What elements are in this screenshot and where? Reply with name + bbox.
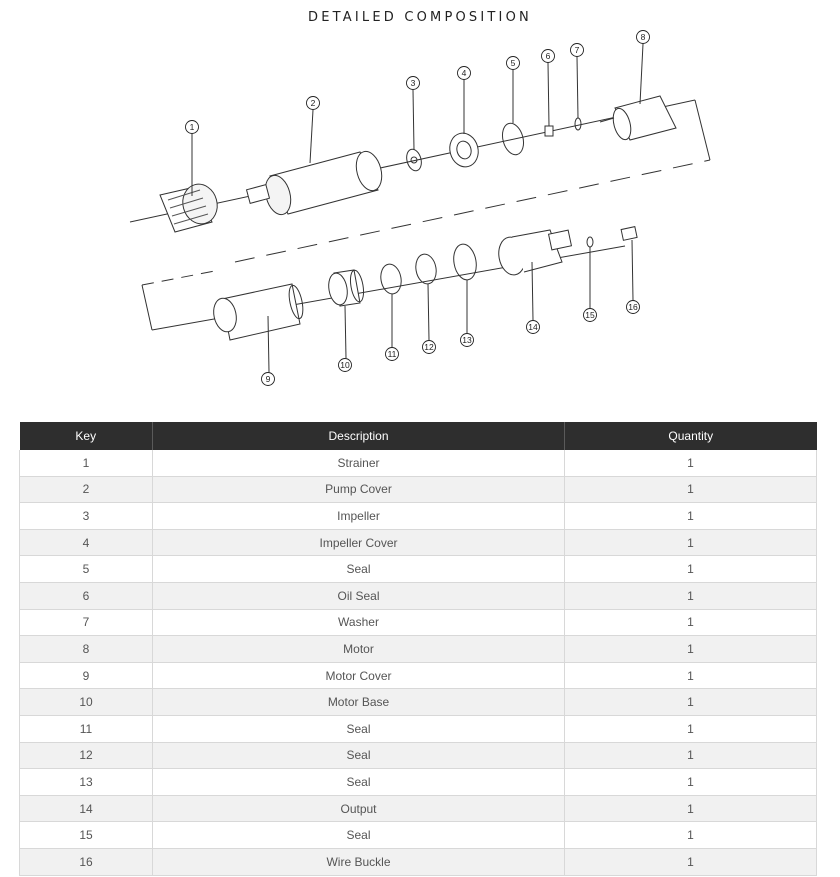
table-row bbox=[20, 822, 817, 849]
callout-number: 2 bbox=[310, 98, 316, 108]
callout-7 bbox=[571, 44, 584, 57]
output-part bbox=[496, 230, 572, 277]
cell-description: Washer bbox=[153, 609, 565, 636]
cell-quantity: 1 bbox=[565, 689, 817, 716]
header-quantity: Quantity bbox=[565, 422, 817, 450]
cell-quantity: 1 bbox=[565, 769, 817, 796]
cell-key: 4 bbox=[20, 529, 153, 556]
cell-quantity: 1 bbox=[565, 795, 817, 822]
cell-description: Seal bbox=[153, 556, 565, 583]
callout-3 bbox=[407, 77, 420, 90]
strainer-part bbox=[160, 180, 222, 232]
callout-number: 9 bbox=[265, 374, 271, 384]
table-row bbox=[20, 662, 817, 689]
callout-14 bbox=[527, 321, 540, 334]
guide-line bbox=[142, 270, 220, 285]
cell-key: 13 bbox=[20, 769, 153, 796]
cell-key: 10 bbox=[20, 689, 153, 716]
table-row bbox=[20, 582, 817, 609]
cell-quantity: 1 bbox=[565, 715, 817, 742]
cell-description: Motor Base bbox=[153, 689, 565, 716]
cell-description: Motor Cover bbox=[153, 662, 565, 689]
callout-leader bbox=[548, 63, 549, 126]
callout-9 bbox=[262, 373, 275, 386]
callout-8 bbox=[637, 31, 650, 44]
cell-description: Oil Seal bbox=[153, 582, 565, 609]
table-row bbox=[20, 795, 817, 822]
table-row bbox=[20, 689, 817, 716]
callout-number: 16 bbox=[628, 302, 638, 312]
washer-part bbox=[575, 118, 581, 130]
cell-key: 3 bbox=[20, 503, 153, 530]
cell-key: 14 bbox=[20, 795, 153, 822]
cell-quantity: 1 bbox=[565, 529, 817, 556]
cell-quantity: 1 bbox=[565, 742, 817, 769]
cell-key: 1 bbox=[20, 450, 153, 476]
cell-quantity: 1 bbox=[565, 848, 817, 875]
cell-key: 16 bbox=[20, 848, 153, 875]
composition-table bbox=[19, 422, 817, 876]
table-row bbox=[20, 476, 817, 503]
table-row bbox=[20, 503, 817, 530]
cell-quantity: 1 bbox=[565, 662, 817, 689]
callout-11 bbox=[386, 348, 399, 361]
motor-part bbox=[600, 96, 676, 142]
callout-12 bbox=[423, 341, 436, 354]
callout-leader bbox=[577, 57, 578, 118]
callout-leader bbox=[640, 44, 643, 104]
callout-5 bbox=[507, 57, 520, 70]
cell-description: Wire Buckle bbox=[153, 848, 565, 875]
table-row bbox=[20, 848, 817, 875]
callout-1 bbox=[186, 121, 199, 134]
cell-key: 12 bbox=[20, 742, 153, 769]
cell-quantity: 1 bbox=[565, 822, 817, 849]
seal-15-part bbox=[587, 237, 593, 247]
cell-key: 5 bbox=[20, 556, 153, 583]
cell-quantity: 1 bbox=[565, 503, 817, 530]
callout-number: 8 bbox=[640, 32, 646, 42]
callout-number: 11 bbox=[387, 349, 397, 359]
table-row bbox=[20, 529, 817, 556]
callout-number: 4 bbox=[461, 68, 467, 78]
header-key: Key bbox=[20, 422, 153, 450]
cell-quantity: 1 bbox=[565, 450, 817, 476]
callout-16 bbox=[627, 301, 640, 314]
table-row bbox=[20, 636, 817, 663]
cell-quantity: 1 bbox=[565, 476, 817, 503]
callout-number: 1 bbox=[189, 122, 195, 132]
callout-4 bbox=[458, 67, 471, 80]
cell-description: Seal bbox=[153, 715, 565, 742]
seal-11-part bbox=[379, 262, 404, 295]
header-description: Description bbox=[153, 422, 565, 450]
cell-description: Pump Cover bbox=[153, 476, 565, 503]
cell-description: Seal bbox=[153, 822, 565, 849]
cell-key: 6 bbox=[20, 582, 153, 609]
table-row bbox=[20, 609, 817, 636]
callout-number: 15 bbox=[585, 310, 595, 320]
cell-quantity: 1 bbox=[565, 582, 817, 609]
guide-line bbox=[142, 285, 152, 330]
callout-leader bbox=[428, 284, 429, 340]
motor-base-part bbox=[326, 269, 365, 306]
cell-description: Strainer bbox=[153, 450, 565, 476]
table-row bbox=[20, 769, 817, 796]
cell-key: 2 bbox=[20, 476, 153, 503]
callout-number: 12 bbox=[424, 342, 434, 352]
table-row bbox=[20, 450, 817, 476]
callout-13 bbox=[461, 334, 474, 347]
cell-key: 7 bbox=[20, 609, 153, 636]
cell-key: 15 bbox=[20, 822, 153, 849]
callout-number: 10 bbox=[340, 360, 350, 370]
cell-description: Seal bbox=[153, 742, 565, 769]
cell-description: Impeller bbox=[153, 503, 565, 530]
callout-15 bbox=[584, 309, 597, 322]
callout-number: 5 bbox=[510, 58, 516, 68]
callout-2 bbox=[307, 97, 320, 110]
callout-number: 7 bbox=[574, 45, 580, 55]
callout-leader bbox=[632, 240, 633, 300]
cell-description: Impeller Cover bbox=[153, 529, 565, 556]
cell-quantity: 1 bbox=[565, 636, 817, 663]
callout-leader bbox=[345, 306, 346, 358]
pump-cover-part bbox=[247, 149, 386, 218]
callout-leader bbox=[413, 90, 414, 150]
table-row bbox=[20, 556, 817, 583]
impeller-cover-part bbox=[446, 130, 482, 170]
cell-description: Seal bbox=[153, 769, 565, 796]
table-row bbox=[20, 715, 817, 742]
callout-number: 6 bbox=[545, 51, 551, 61]
impeller-part bbox=[404, 148, 423, 173]
exploded-view-diagram bbox=[0, 28, 840, 400]
cell-key: 8 bbox=[20, 636, 153, 663]
callout-leader bbox=[310, 110, 313, 163]
callout-number: 14 bbox=[528, 322, 538, 332]
cell-description: Motor bbox=[153, 636, 565, 663]
oil-seal-part bbox=[545, 126, 553, 136]
seal-12-part bbox=[414, 252, 439, 285]
callout-leader bbox=[532, 262, 533, 320]
callout-6 bbox=[542, 50, 555, 63]
cell-key: 11 bbox=[20, 715, 153, 742]
page-title: DETAILED COMPOSITION bbox=[308, 10, 532, 25]
table-row bbox=[20, 742, 817, 769]
callout-number: 3 bbox=[410, 78, 416, 88]
wire-buckle-part bbox=[621, 227, 637, 241]
callout-10 bbox=[339, 359, 352, 372]
motor-cover-part bbox=[211, 284, 306, 340]
guide-line bbox=[695, 100, 710, 160]
cell-quantity: 1 bbox=[565, 556, 817, 583]
table-header-row bbox=[20, 422, 817, 450]
cell-quantity: 1 bbox=[565, 609, 817, 636]
cell-key: 9 bbox=[20, 662, 153, 689]
callout-number: 13 bbox=[462, 335, 472, 345]
cell-description: Output bbox=[153, 795, 565, 822]
